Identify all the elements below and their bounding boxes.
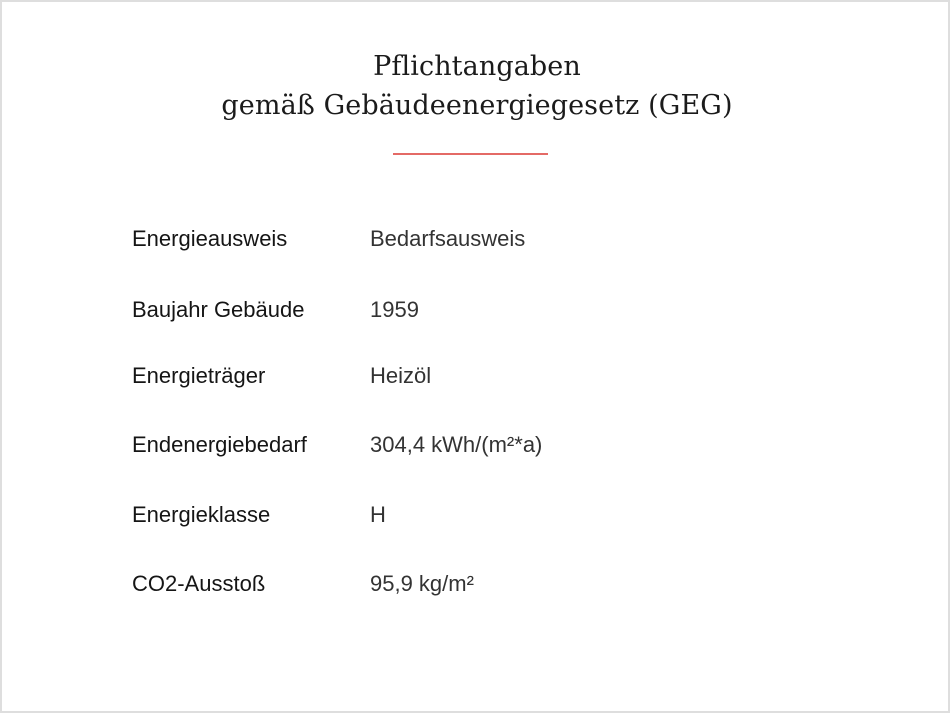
accent-divider <box>393 153 548 155</box>
detail-label-co2-ausstoss: CO2-Ausstoß <box>132 571 266 596</box>
detail-label-energieklasse: Energieklasse <box>132 502 271 527</box>
page-title-line-1: Pflichtangaben <box>373 51 581 82</box>
detail-value-energieklasse: H <box>370 502 386 527</box>
detail-label-energietraeger: Energieträger <box>132 363 266 388</box>
page-title-line-2: gemäß Gebäudeenergiegesetz (GEG) <box>221 90 733 121</box>
detail-label-endenergiebedarf: Endenergiebedarf <box>132 432 307 457</box>
detail-label-energieausweis: Energieausweis <box>132 226 288 251</box>
detail-value-baujahr: 1959 <box>370 297 419 322</box>
detail-value-energietraeger: Heizöl <box>370 363 432 388</box>
detail-value-endenergiebedarf: 304,4 kWh/(m²*a) <box>370 432 543 457</box>
detail-value-energieausweis: Bedarfsausweis <box>370 226 526 251</box>
detail-value-co2-ausstoss: 95,9 kg/m² <box>370 571 474 596</box>
detail-label-baujahr: Baujahr Gebäude <box>132 297 305 322</box>
